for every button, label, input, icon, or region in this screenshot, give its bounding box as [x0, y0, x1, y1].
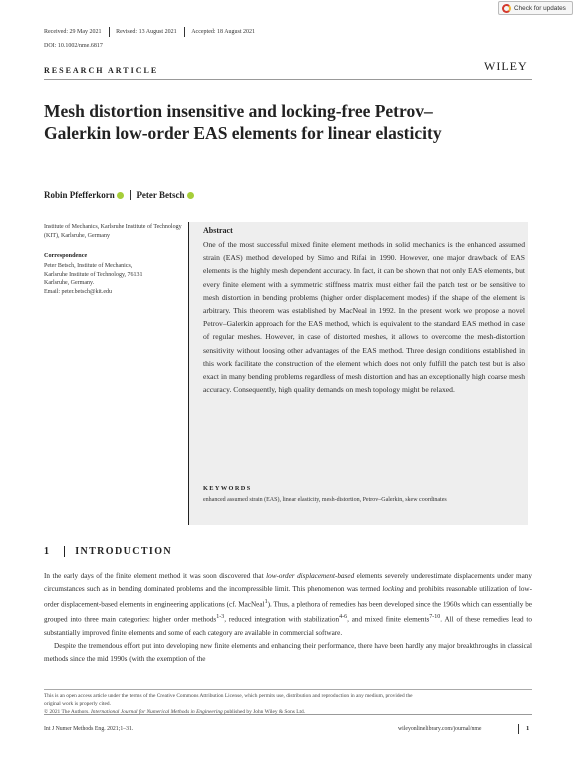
abstract-text: One of the most successful mixed finite element methods in solid mechanics is the enhanced assumed strain (EAS) method developed by Simo and Rifai in 1990. However, one major drawback of EAS elements is the highly mesh dependent accuracy. In fact, it can be shown that not only EAS elements, but every finite element with a symmetric stiffness matrix must either fail the patch test or be sensitive to mesh distortion in bending problems (higher order displacement modes) if the shape of the element is arbitrary. This theorem was established by MacNeal in 1992. In the present work we propose a novel Petrov–Galerkin approach for the EAS method, which is equivalent to the standard EAS method in case of regular meshes. However, in case of distorted meshes, it allows to overcome the mesh-distortion sensitivity without loosing other advantages of the EAS method. Three design conditions established in this work facilitate the construction of the element which does not only fulfill the patch test but is also exact in many bending problems regardless of mesh distortion and has an exceptionally high coarse mesh accuracy. Consequently, high quality demands on mesh topology might be relaxed.: [203, 240, 525, 395]
correspondence-heading: Correspondence: [44, 252, 88, 259]
correspondence-line: Karlsruhe Institute of Technology, 76131: [44, 271, 143, 278]
paragraph: Despite the tremendous effort put into developing new finite elements and enhancing their performance, there have been hardly any major breakthroughs in classical methods since the mid 1990s (with the exemption of the: [44, 641, 532, 663]
header-rule: [44, 79, 532, 80]
check-for-updates-label: Check for updates: [514, 4, 566, 12]
footnote-rule: [44, 689, 532, 690]
crossmark-icon: [502, 4, 511, 13]
author-divider: [130, 190, 131, 200]
section-number: 1: [44, 546, 51, 557]
citation[interactable]: 4-6: [339, 614, 348, 621]
orcid-icon[interactable]: [117, 192, 124, 199]
revised-date: Revised: 13 August 2021: [116, 29, 177, 35]
abstract-heading: Abstract: [203, 226, 233, 235]
introduction-body: [44, 570, 532, 666]
author-name[interactable]: Robin Pfefferkorn: [44, 190, 115, 200]
author-name[interactable]: Peter Betsch: [136, 190, 185, 200]
citation[interactable]: 7-10: [429, 614, 441, 621]
accepted-date: Accepted: 18 August 2021: [191, 29, 256, 35]
author-list: [44, 190, 200, 200]
section-title: INTRODUCTION: [75, 546, 173, 557]
received-date: Received: 29 May 2021: [44, 29, 102, 35]
citation[interactable]: 1: [264, 599, 268, 605]
correspondence-line: Peter Betsch, Institute of Mechanics,: [44, 263, 133, 269]
article-type: RESEARCH ARTICLE: [44, 66, 159, 75]
affiliation: Institute of Mechanics, Karlsruhe Institute of Technology (KIT), Karlsruhe, Germany: [44, 224, 182, 239]
citation[interactable]: 1-3: [216, 614, 225, 621]
date-divider: [109, 27, 110, 37]
paper-title: Mesh distortion insensitive and locking-free Petrov–Galerkin low-order EAS elements for linear elasticity: [44, 101, 442, 143]
page-number: 1: [526, 725, 530, 732]
license-footnote: This is an open access article under the terms of the Creative Commons Attribution License, which permits use, distribution and reproduction in any medium, provided the original work is properly cited. © 2021 The Authors. International Journal for Numerical Methods in Engineering published by John Wiley & Sons Ltd.: [44, 693, 413, 715]
footer-rule: [44, 714, 532, 715]
article-dates: [44, 27, 255, 37]
footer-divider: [518, 724, 519, 734]
section-divider: [64, 546, 65, 557]
correspondence-details: [44, 262, 184, 296]
keywords-text: enhanced assumed strain (EAS), linear elasticity, mesh-distortion, Petrov–Galerkin, skew coordinates: [203, 497, 447, 503]
correspondence-line: Karlsruhe, Germany.: [44, 280, 95, 286]
doi-link[interactable]: DOI: 10.1002/nme.6817: [44, 43, 103, 49]
orcid-icon[interactable]: [187, 192, 194, 199]
date-divider: [184, 27, 185, 37]
journal-site-link[interactable]: wileyonlinelibrary.com/journal/nme: [398, 726, 482, 732]
journal-citation: Int J Numer Methods Eng. 2021;1–31.: [44, 726, 134, 732]
check-for-updates-button[interactable]: [498, 1, 573, 15]
publisher-logo: WILEY: [484, 59, 528, 73]
keywords-heading: KEYWORDS: [203, 485, 252, 492]
section-heading: [44, 546, 172, 557]
correspondence-email[interactable]: Email: peter.betsch@kit.edu: [44, 288, 113, 295]
paragraph: In the early days of the finite element method it was soon discovered that low-order displacement-based elements severely underestimate displacements under many circumstances such as in bending dominated problems and the incompressible limit. This phenomenon was termed locking and prohibits reasonable utilization of low-order displacement-based elements in engineering applications (cf. MacNeal$^1$). Thus, a plethora of remedies has been developed since the 1960s which can essentially be grouped into three main categories: higher order methods$^{1-3}$, reduced integration with stabilization$^{4-6}$, and mixed finite elements$^{7-10}$. All of these remedies lead to substantially improved finite elements and some of each category are available in commercial software.: [44, 572, 533, 637]
